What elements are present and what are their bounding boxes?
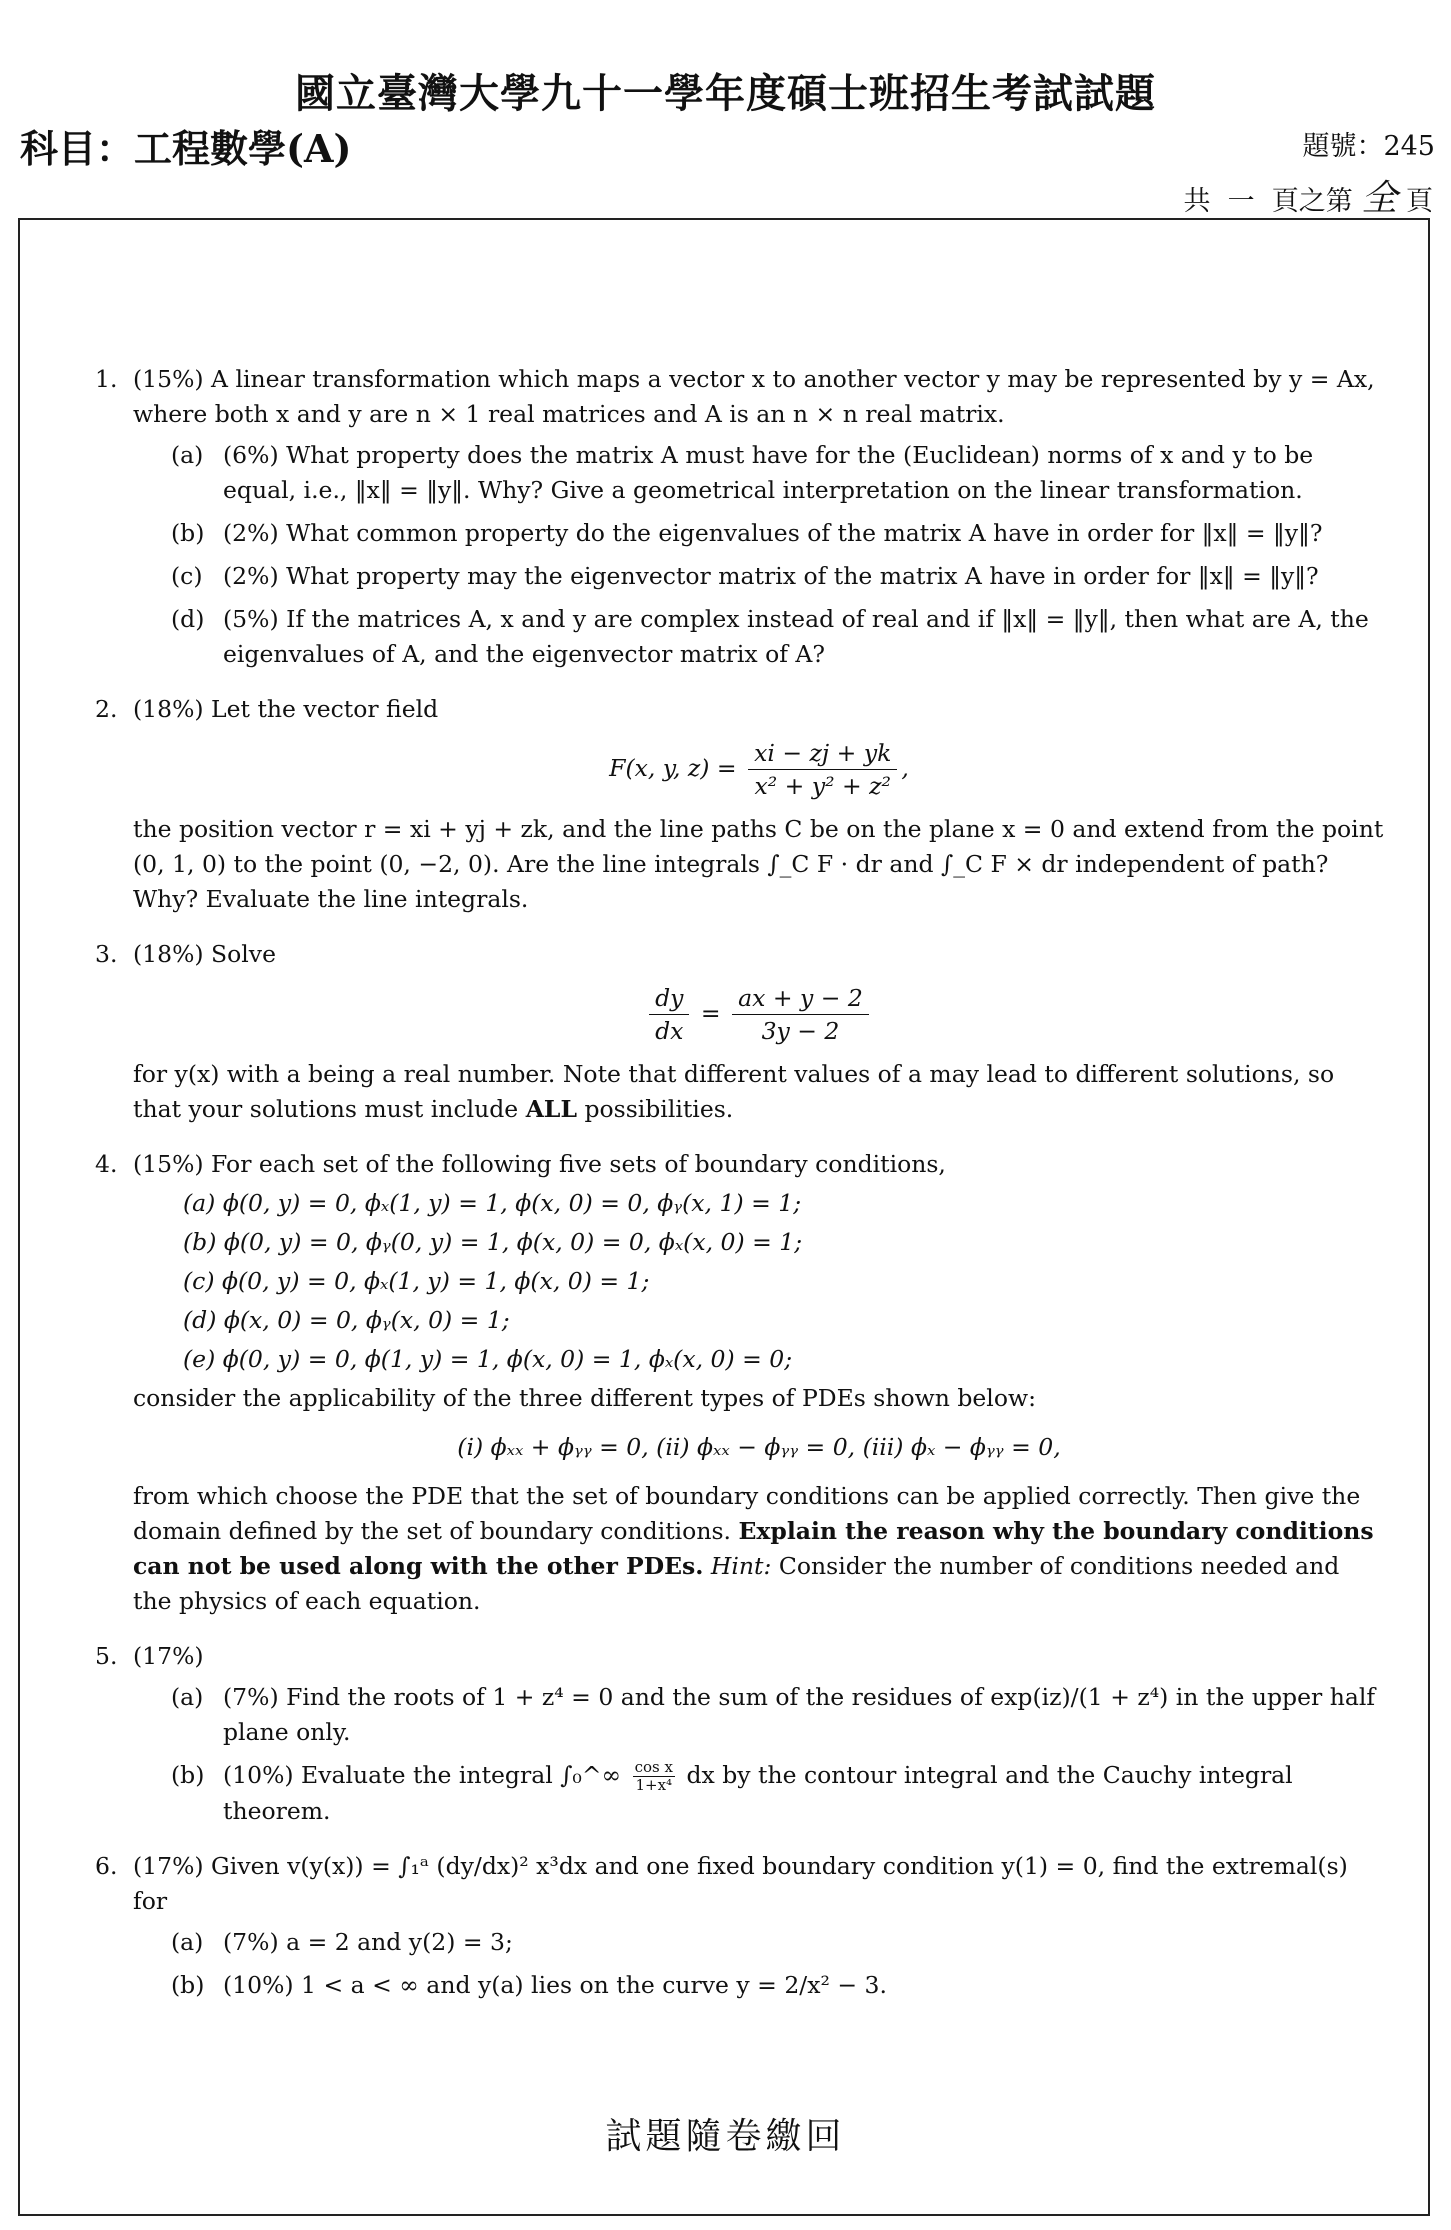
question-5b-post: dx by the contour integral and the Cauchy integral theorem. <box>223 1761 1293 1825</box>
question-3-number: 3. <box>95 940 118 968</box>
page-suffix: 頁 <box>1406 186 1433 217</box>
question-5-number: 5. <box>95 1642 118 1670</box>
return-notice: 試題隨卷繳回 <box>605 2116 846 2157</box>
question-4-intro: (15%) For each set of the following five sets of boundary conditions, <box>133 1150 946 1178</box>
question-6b <box>171 1968 1385 2003</box>
question-number: 題號：245 <box>1302 131 1435 162</box>
question-4-text <box>133 1479 1385 1619</box>
question-6a-text: (7%) a = 2 and y(2) = 3; <box>223 1928 513 1956</box>
vector-field-lhs: F(x, y, z) = <box>609 754 737 782</box>
question-4-mid: consider the applicability of the three different types of PDEs shown below: <box>133 1384 1036 1412</box>
question-1a-label: (a) <box>171 441 204 469</box>
question-6b-label: (b) <box>171 1971 205 1999</box>
question-4-text-bold: Explain the reason why the boundary conditions can not be used along with the other PDEs. <box>133 1517 1374 1580</box>
question-4-hint-label: Hint: <box>703 1552 772 1580</box>
question-3-text-bold: ALL <box>525 1095 577 1123</box>
question-6a-label: (a) <box>171 1928 204 1956</box>
question-5a-text: (7%) Find the roots of 1 + z⁴ = 0 and the sum of the residues of exp(iz)/(1 + z⁴) in the upper half plane only. <box>223 1683 1376 1746</box>
question-1-number: 1. <box>95 365 118 393</box>
question-5-intro: (17%) <box>133 1642 204 1670</box>
question-6b-text: (10%) 1 < a < ∞ and y(a) lies on the curve y = 2/x² − 3. <box>223 1971 887 1999</box>
question-3-intro: (18%) Solve <box>133 940 276 968</box>
ode-rhs-denominator: 3y − 2 <box>761 1017 840 1045</box>
question-4-text-a: from which choose the PDE that the set of boundary conditions can be applied correctly. Then give the domain defined by the set of boundary conditions. <box>133 1482 1361 1545</box>
question-1d-text: (5%) If the matrices A, x and y are complex instead of real and if ‖x‖ = ‖y‖, then what are A, the eigenvalues of A, and the eigenvector matrix of A? <box>223 605 1369 668</box>
question-1d <box>171 602 1385 672</box>
question-4-text-b: Consider the number of conditions needed and the physics of each equation. <box>133 1552 1340 1615</box>
boundary-condition-c: (c) ϕ(0, y) = 0, ϕₓ(1, y) = 1, ϕ(x, 0) = 1; <box>183 1267 650 1295</box>
integrand-numerator: cos x <box>634 1758 673 1776</box>
question-3-text <box>133 1057 1385 1127</box>
question-1 <box>95 362 1385 672</box>
question-1c <box>171 559 1385 594</box>
boundary-condition-e: (e) ϕ(0, y) = 0, ϕ(1, y) = 1, ϕ(x, 0) = 1, ϕₓ(x, 0) = 0; <box>183 1345 793 1373</box>
boundary-condition-d: (d) ϕ(x, 0) = 0, ϕᵧ(x, 0) = 1; <box>183 1306 510 1334</box>
question-6 <box>95 1849 1385 2003</box>
subject-label: 科目：工程數學(A) <box>20 126 352 171</box>
question-5a <box>171 1680 1385 1750</box>
ode-lhs-fraction <box>649 982 689 1047</box>
exam-title: 國立臺灣大學九十一學年度碩士班招生考試試題 <box>295 70 1156 117</box>
question-5b-pre: (10%) Evaluate the integral ∫₀^∞ <box>223 1761 622 1789</box>
question-1b-label: (b) <box>171 519 205 547</box>
question-6-number: 6. <box>95 1852 118 1880</box>
question-1b <box>171 516 1385 551</box>
question-2-text: the position vector r = xi + yj + zk, and the line paths C be on the plane x = 0 and extend from the point (0, 1, 0) to the point (0, −2, 0). Are the line integrals ∫_C F · dr and ∫_C F × dr independent of path? Why? Evaluate the line integrals. <box>133 815 1384 913</box>
vector-field-numerator: xi − zj + yk <box>748 737 897 770</box>
ode-lhs-numerator: dy <box>649 982 689 1015</box>
question-1a-text: (6%) What property does the matrix A must have for the (Euclidean) norms of x and y to be equal, i.e., ‖x‖ = ‖y‖. Why? Give a geometrical interpretation on the linear transformation. <box>223 441 1314 504</box>
question-1b-text: (2%) What common property do the eigenvalues of the matrix A have in order for ‖x‖ = ‖y‖? <box>223 519 1323 547</box>
boundary-condition-b: (b) ϕ(0, y) = 0, ϕᵧ(0, y) = 1, ϕ(x, 0) = 0, ϕₓ(x, 0) = 1; <box>183 1228 803 1256</box>
ode-equation: $\frac{dy}{dx}$ = $\frac{ax + y - 2}{3y - 2}$ <box>133 982 1385 1047</box>
question-4 <box>95 1147 1385 1619</box>
page-info-prefix: 共 一 頁之第 <box>1183 186 1353 217</box>
boundary-condition-a: (a) ϕ(0, y) = 0, ϕₓ(1, y) = 1, ϕ(x, 0) = 0, ϕᵧ(x, 1) = 1; <box>183 1189 802 1217</box>
question-5 <box>95 1639 1385 1829</box>
page-current: 全 <box>1361 178 1398 219</box>
integrand-fraction <box>633 1759 675 1794</box>
vector-field-fraction <box>748 737 897 802</box>
question-1a <box>171 438 1385 508</box>
integrand-denominator: 1+x⁴ <box>635 1776 673 1794</box>
question-3 <box>95 937 1385 1127</box>
question-1c-label: (c) <box>171 562 203 590</box>
question-1-text: (15%) A linear transformation which maps a vector x to another vector y may be represented by y = Ax, where both x and y are n × 1 real matrices and A is an n × n real matrix. <box>133 365 1375 428</box>
pde-list: (i) ϕₓₓ + ϕᵧᵧ = 0, (ii) ϕₓₓ − ϕᵧᵧ = 0, (iii) ϕₓ − ϕᵧᵧ = 0, <box>457 1433 1061 1461</box>
question-2 <box>95 692 1385 917</box>
ode-lhs-denominator: dx <box>655 1017 684 1045</box>
question-5b-label: (b) <box>171 1761 205 1789</box>
vector-field-equation <box>133 737 1385 802</box>
question-5a-label: (a) <box>171 1683 204 1711</box>
ode-rhs-fraction <box>732 982 869 1047</box>
question-4-number: 4. <box>95 1150 118 1178</box>
page-info <box>1183 170 1433 221</box>
question-6-text: (17%) Given v(y(x)) = ∫₁ᵃ (dy/dx)² x³dx and one fixed boundary condition y(1) = 0, find the extremal(s) for <box>133 1852 1348 1915</box>
question-6a <box>171 1925 1385 1960</box>
question-3-text-b: possibilities. <box>576 1095 734 1123</box>
question-3-text-a: for y(x) with a being a real number. Note that different values of a may lead to different solutions, so that your solutions must include <box>133 1060 1335 1123</box>
question-5b <box>171 1758 1385 1829</box>
ode-rhs-numerator: ax + y − 2 <box>732 982 869 1015</box>
question-2-intro: (18%) Let the vector field <box>133 695 439 723</box>
question-1d-label: (d) <box>171 605 205 633</box>
vector-field-denominator: x² + y² + z² <box>754 772 891 800</box>
question-2-number: 2. <box>95 695 118 723</box>
vector-field-tail: , <box>901 754 909 782</box>
question-1c-text: (2%) What property may the eigenvector matrix of the matrix A have in order for ‖x‖ = ‖y‖? <box>223 562 1319 590</box>
exam-content <box>95 362 1385 2023</box>
